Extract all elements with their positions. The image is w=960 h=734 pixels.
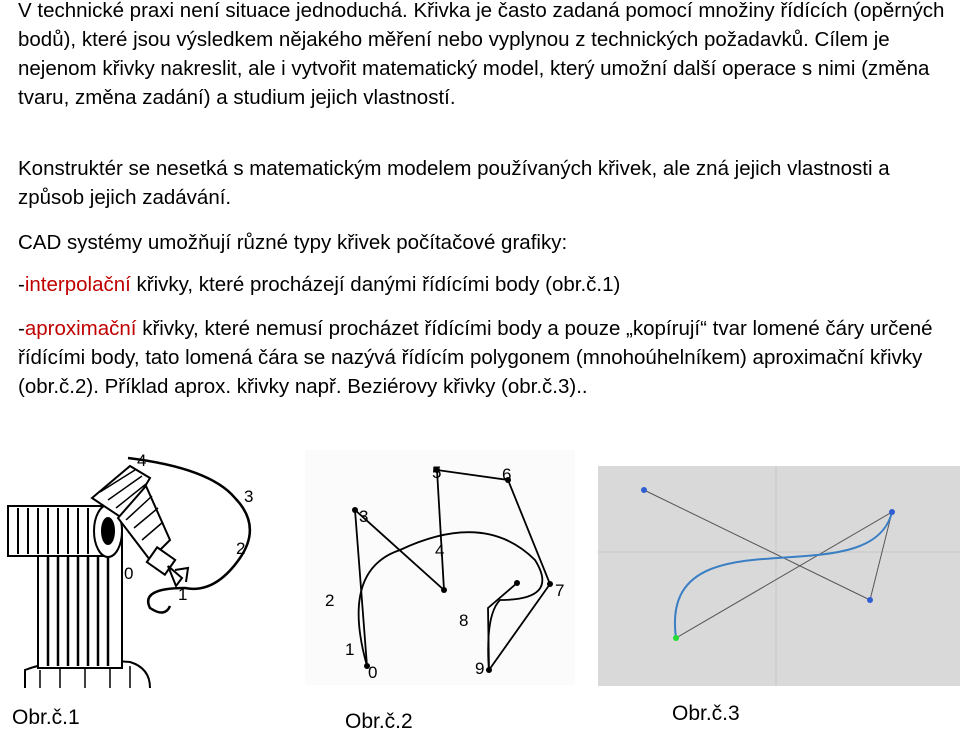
fig2-label-4: 4 xyxy=(435,541,445,560)
fig2-label-6: 6 xyxy=(502,465,512,484)
paragraph-designer xyxy=(18,154,948,212)
fig1-label-2: 2 xyxy=(236,539,246,558)
highlight-interpolation: interpolační xyxy=(24,273,131,296)
bullet-dash: - xyxy=(18,317,25,340)
paragraph-intro-text: V technické praxi není situace jednoduchá. Křivka je často zadaná pomocí množiny řídících (opěrných bodů), které jsou výsledkem nějakého měření nebo vyplynou z technických požadavků. Cílem je nejenom křivky nakreslit, ale i vytvořit matematický model, který umožní další operace s nimi (změna tvaru, změna zadání) a studium jejich vlastností. xyxy=(18,0,945,109)
fig1-label-3: 3 xyxy=(244,487,254,506)
fig2-label-9: 9 xyxy=(475,659,485,678)
figure-2-control-polygon xyxy=(305,450,575,685)
fig2-label-3: 3 xyxy=(359,507,369,526)
fig2-label-1: 1 xyxy=(345,640,355,659)
fig1-label-0: 0 xyxy=(124,564,134,583)
fig2-label-2: 2 xyxy=(325,591,335,610)
highlight-approximation: aproximační xyxy=(24,317,137,340)
fig2-label-8: 8 xyxy=(459,611,469,630)
caption-fig3: Obr.č.3 xyxy=(672,702,740,725)
paragraph-interpolation xyxy=(18,270,948,299)
fig2-label-5: 5 xyxy=(432,463,442,482)
fig1-label-4: 4 xyxy=(137,451,147,470)
caption-fig2: Obr.č.2 xyxy=(345,710,413,733)
figure-1-robot-arm xyxy=(0,448,300,688)
paragraph-approximation-text: křivky, které nemusí procházet řídícími body a pouze „kopírují“ tvar lomené čáry určené řídícími body, tato lomená čára se nazývá řídícím polygonem (mnohoúhelníkem) aproximační křivky (obr.č.2). Příklad aprox. křivky např. Beziérovy křivky (obr.č.3).. xyxy=(18,317,933,398)
paragraph-approximation xyxy=(18,314,948,401)
paragraph-cad xyxy=(18,228,948,257)
paragraph-cad-text: CAD systémy umožňují různé typy křivek počítačové grafiky: xyxy=(18,231,568,254)
fig1-label-1: 1 xyxy=(178,585,188,604)
paragraph-designer-text: Konstruktér se nesetká s matematickým modelem používaných křivek, ale zná jejich vlastnosti a způsob jejich zadávání. xyxy=(18,157,890,209)
bullet-dash: - xyxy=(18,273,25,296)
fig2-label-0: 0 xyxy=(368,663,378,682)
figure-3-bezier-curve xyxy=(598,466,960,686)
caption-fig1: Obr.č.1 xyxy=(12,706,80,729)
paragraph-intro xyxy=(18,0,948,112)
fig2-label-7: 7 xyxy=(555,581,565,600)
paragraph-interpolation-text: křivky, které procházejí danými řídícími body (obr.č.1) xyxy=(130,273,621,296)
